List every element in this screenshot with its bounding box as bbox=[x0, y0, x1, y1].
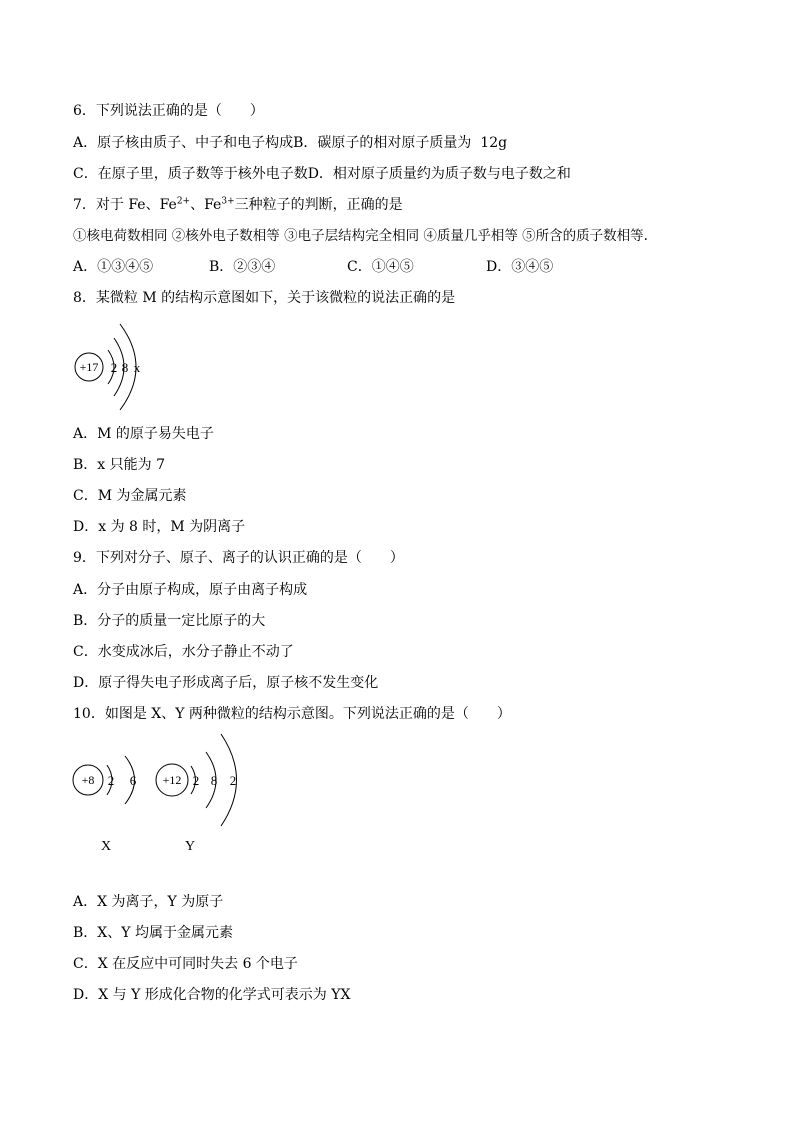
q9-option-d: D．原子得失电子形成离子后，原子核不发生变化 bbox=[73, 675, 379, 691]
q10-stem: 10．如图是 X、Y 两种微粒的结构示意图。下列说法正确的是（ ） bbox=[73, 706, 511, 722]
q10-x-nucleus-label: +8 bbox=[81, 773, 95, 787]
q10-x-label: X bbox=[100, 839, 112, 854]
q9-stem: 9．下列对分子、原子、离子的认识正确的是（ ） bbox=[73, 550, 404, 566]
q8-option-b: B．x 只能为 7 bbox=[73, 457, 165, 473]
q10-y-label: Y bbox=[184, 839, 196, 854]
q8-nucleus-label: +17 bbox=[79, 360, 99, 374]
q6-stem: 6．下列说法正确的是（ ） bbox=[73, 103, 264, 119]
q10-option-d: D．X 与 Y 形成化合物的化学式可表示为 YX bbox=[73, 987, 351, 1003]
q7-stem bbox=[73, 195, 403, 215]
q10-option-a: A．X 为离子，Y 为原子 bbox=[73, 894, 224, 910]
q10-x-shell-1-count: 2 bbox=[107, 773, 115, 788]
q7-stem-mid: 、Fe bbox=[190, 197, 222, 213]
q8-shell-3-count: x bbox=[133, 360, 141, 375]
q8-option-c: C．M 为金属元素 bbox=[73, 488, 187, 504]
q7-option-b: B．②③④ bbox=[209, 259, 276, 275]
q10-y-shell-3-count: 2 bbox=[229, 773, 237, 788]
q8-shell-1-count: 2 bbox=[110, 360, 118, 375]
q8-shell-2-count: 8 bbox=[121, 360, 129, 375]
q7-statements: ①核电荷数相同 ②核外电子数相等 ③电子层结构完全相同 ④质量几乎相等 ⑤所含的质子数相等. bbox=[73, 228, 648, 244]
q10-option-b: B．X、Y 均属于金属元素 bbox=[73, 925, 233, 941]
q8-stem: 8．某微粒 M 的结构示意图如下，关于该微粒的说法正确的是 bbox=[73, 290, 456, 306]
q7-option-c: C．①④⑤ bbox=[347, 259, 414, 275]
q10-structure-diagrams bbox=[66, 732, 256, 860]
q8-option-d: D．x 为 8 时，M 为阴离子 bbox=[73, 519, 246, 535]
q7-sup-fe3: 3+ bbox=[221, 196, 235, 207]
q6-options-line1: A．原子核由质子、中子和电子构成B．碳原子的相对原子质量为 12g bbox=[73, 135, 508, 151]
q10-y-shell-2-count: 8 bbox=[210, 773, 218, 788]
q9-option-b: B．分子的质量一定比原子的大 bbox=[73, 613, 266, 629]
q7-option-d: D．③④⑤ bbox=[486, 259, 554, 275]
q10-option-c: C．X 在反应中可同时失去 6 个电子 bbox=[73, 956, 298, 972]
q10-y-shell-1-count: 2 bbox=[192, 773, 200, 788]
q10-y-nucleus-label: +12 bbox=[162, 773, 182, 787]
q9-option-a: A．分子由原子构成，原子由离子构成 bbox=[73, 582, 308, 598]
q8-option-a: A．M 的原子易失电子 bbox=[73, 426, 214, 442]
q6-options-line2: C．在原子里，质子数等于核外电子数D．相对原子质量约为质子数与电子数之和 bbox=[73, 166, 571, 182]
q7-stem-post: 三种粒子的判断，正确的是 bbox=[234, 197, 403, 213]
q7-stem-pre: 7．对于 Fe、Fe bbox=[73, 197, 177, 213]
q9-option-c: C．水变成冰后，水分子静止不动了 bbox=[73, 644, 294, 660]
q10-x-shell-2-count: 6 bbox=[129, 773, 137, 788]
q8-structure-diagram bbox=[68, 316, 168, 412]
q7-sup-fe2: 2+ bbox=[176, 196, 191, 207]
q7-option-a: A．①③④⑤ bbox=[73, 259, 154, 275]
